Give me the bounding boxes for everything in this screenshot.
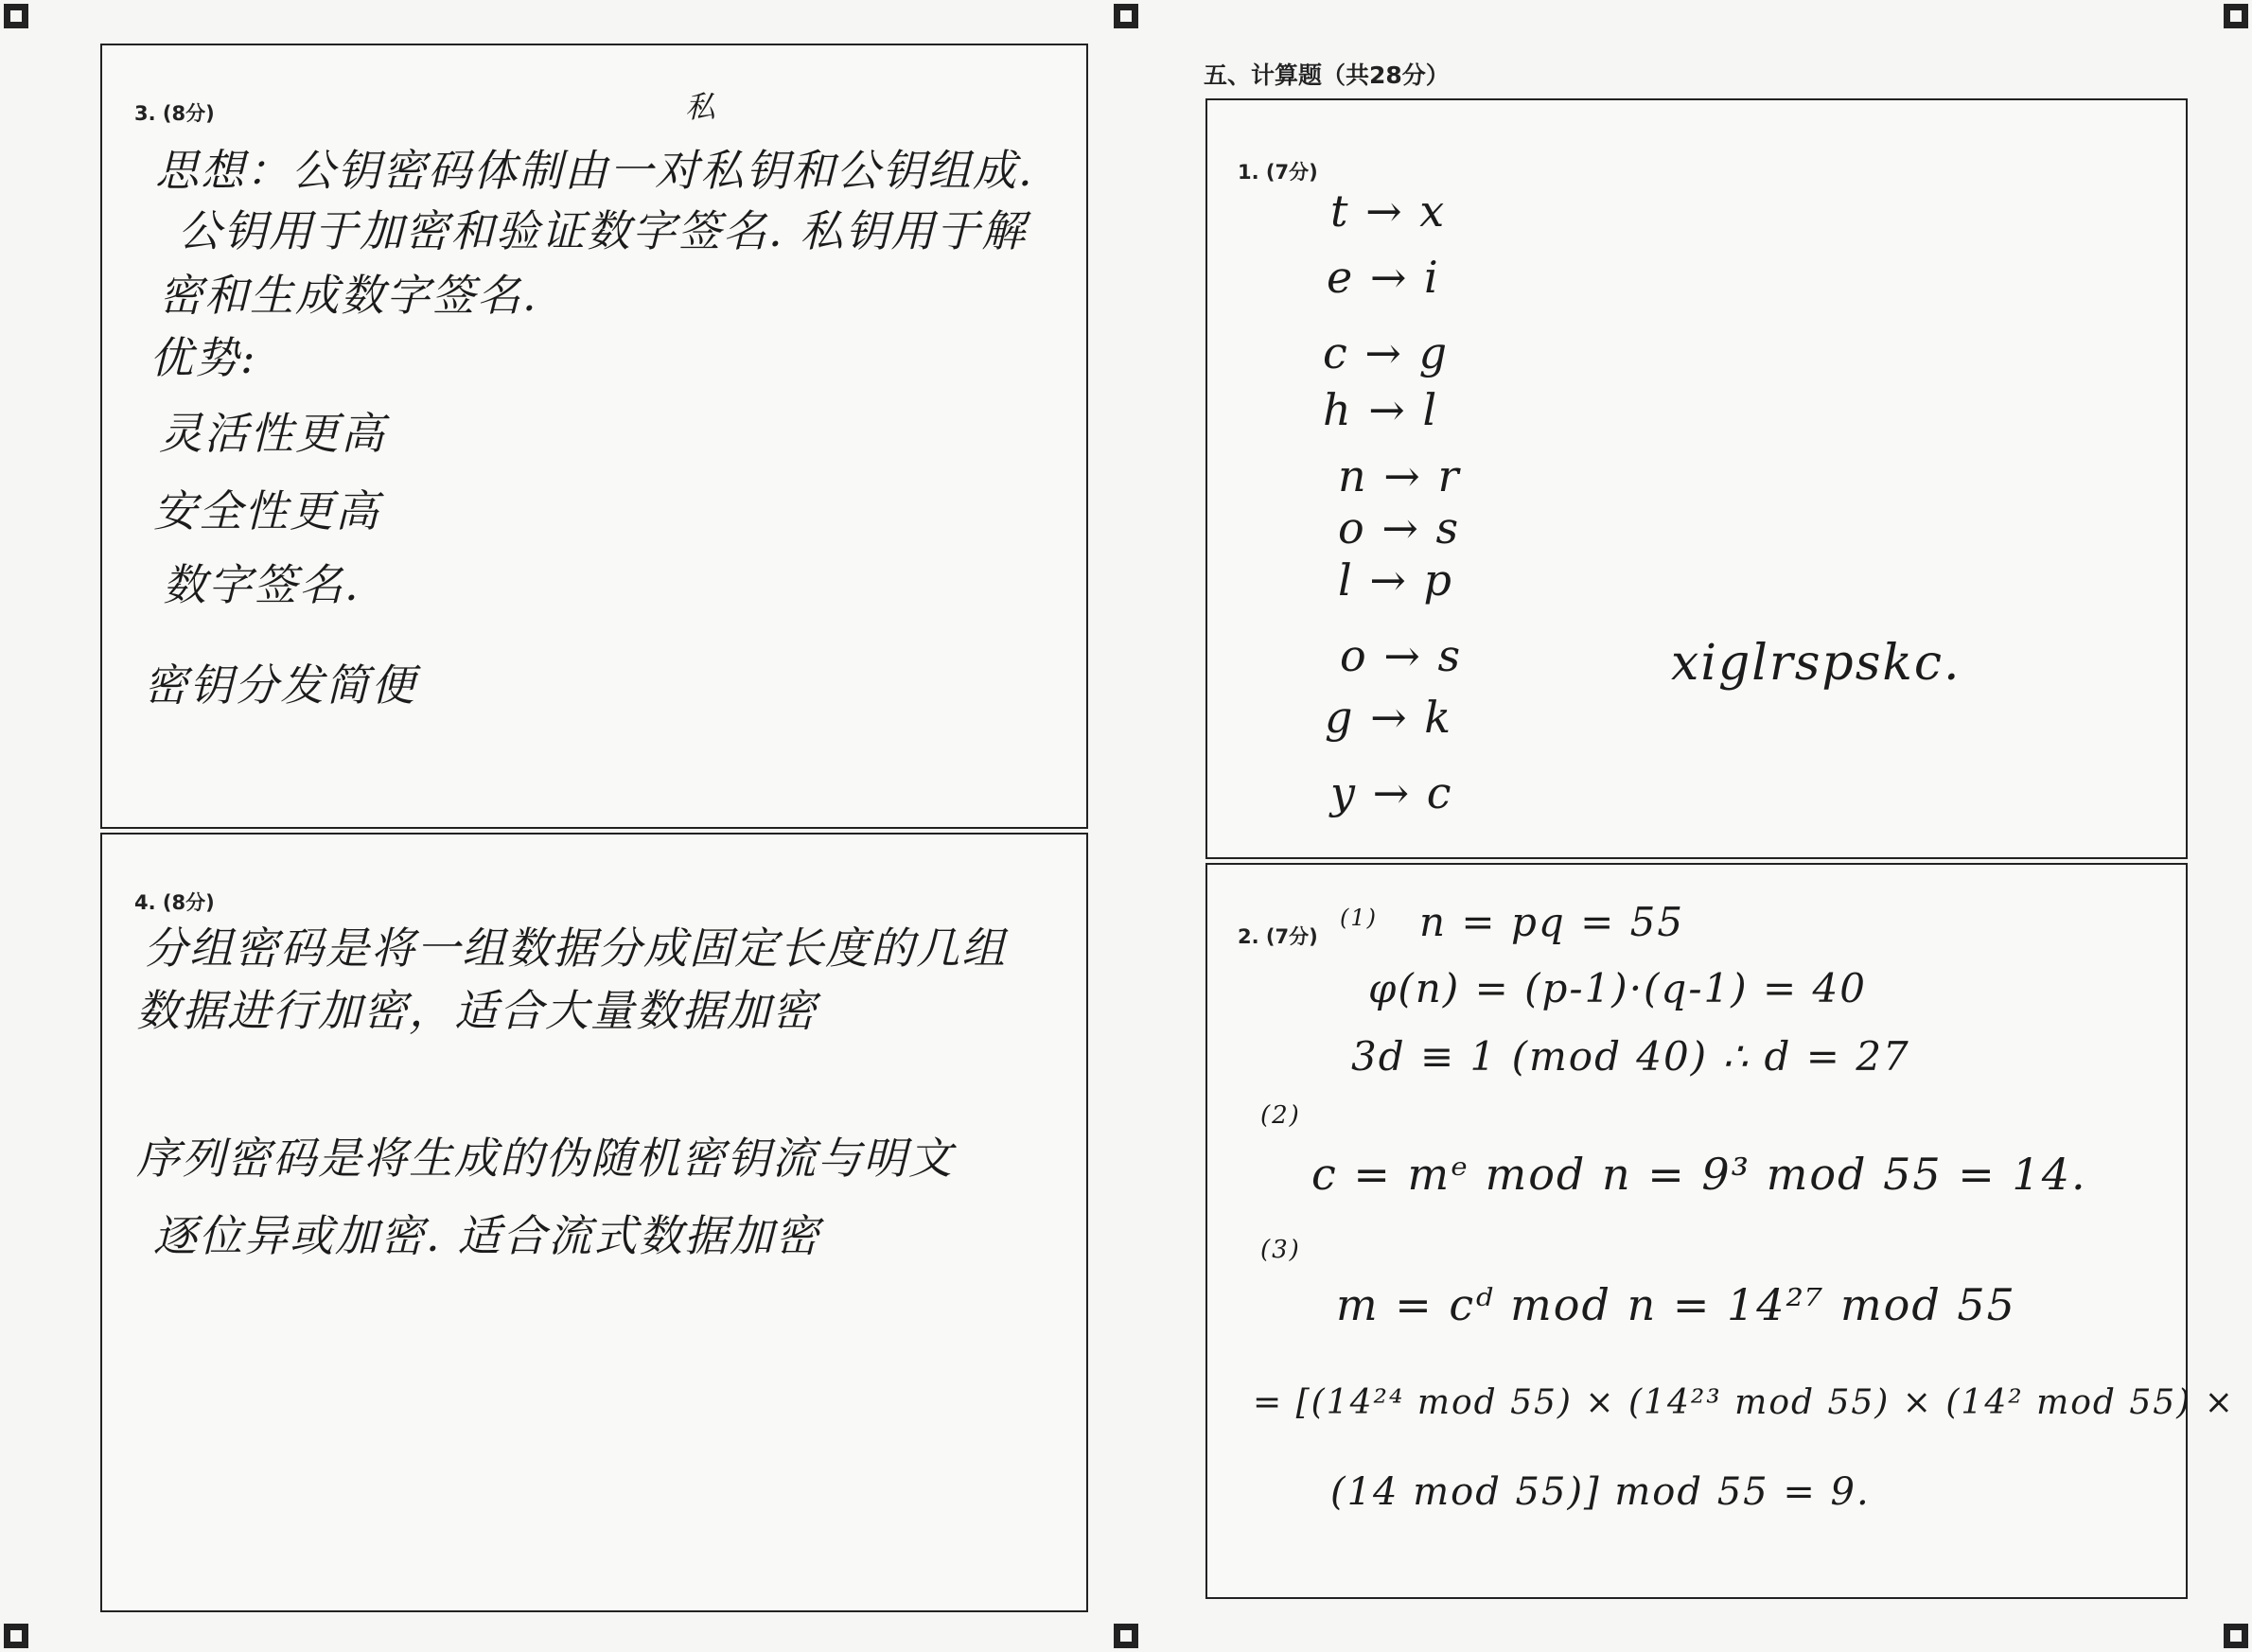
corner-marker-bottom-left — [4, 1624, 28, 1648]
mapping-to: s — [1435, 502, 1461, 554]
q2-part1-line-1: n = pq = 55 — [1419, 899, 1685, 945]
arrow-icon: → — [1353, 554, 1424, 606]
q4-line-3: 序列密码是将生成的伪随机密钥流与明文 — [136, 1133, 954, 1184]
corner-marker-bottom-center — [1114, 1624, 1138, 1648]
q4-line-2: 数据进行加密，适合大量数据加密 — [136, 985, 818, 1036]
q3-label: 3. (8分) — [134, 102, 215, 125]
q3-line-1: 思想：公钥密码体制由一对私钥和公钥组成. — [155, 145, 1034, 196]
q2-part1-line-2: φ(n) = (p-1)·(q-1) = 40 — [1368, 965, 1867, 1011]
mapping-from: l — [1338, 554, 1354, 606]
mapping-to: l — [1422, 384, 1439, 435]
q2-part3-line-3: (14 mod 55)] mod 55 = 9. — [1330, 1470, 1871, 1514]
mapping-to: r — [1437, 450, 1461, 501]
arrow-icon: → — [1367, 450, 1438, 501]
mapping-row — [1323, 327, 1449, 378]
mapping-row — [1330, 185, 1446, 237]
corner-marker-top-right — [2224, 4, 2248, 28]
q2-part3-tag: (3) — [1260, 1236, 1301, 1264]
mapping-from: y — [1330, 767, 1357, 818]
q3-line-3: 密和生成数字签名. — [159, 270, 538, 321]
mapping-from: h — [1323, 384, 1353, 435]
q2-answer-box — [1205, 863, 2235, 1599]
q3-line-4: 优势: — [150, 332, 257, 383]
q2-part1-line-3: 3d ≡ 1 (mod 40) ∴ d = 27 — [1351, 1033, 1910, 1080]
arrow-icon: → — [1352, 384, 1423, 435]
q4-label: 4. (8分) — [134, 891, 215, 914]
mapping-row — [1330, 767, 1453, 818]
mapping-to: k — [1424, 692, 1453, 743]
q3-line-8: 密钥分发简便 — [144, 659, 416, 711]
corner-marker-top-left — [4, 4, 28, 28]
mapping-to: i — [1424, 252, 1440, 303]
q2-part2-tag: (2) — [1260, 1101, 1301, 1130]
mapping-from: c — [1323, 327, 1349, 378]
q3-line-6: 安全性更高 — [153, 485, 380, 536]
q2-label: 2. (7分) — [1238, 925, 1318, 948]
q3-answer-box — [100, 44, 1088, 829]
mapping-row — [1338, 554, 1453, 606]
mapping-from: o — [1338, 502, 1366, 554]
mapping-row — [1323, 384, 1438, 435]
mapping-row — [1325, 692, 1452, 743]
q2-part3-line-1: m = cᵈ mod n = 14²⁷ mod 55 — [1336, 1279, 2016, 1330]
q1-answer-box — [1205, 98, 2188, 859]
q1-result: xiglrspskc. — [1671, 635, 1962, 692]
q3-line-5: 灵活性更高 — [159, 408, 386, 459]
q1-label: 1. (7分) — [1238, 161, 1318, 184]
corner-marker-top-center — [1114, 4, 1138, 28]
q2-part1-tag: (1) — [1340, 905, 1378, 931]
q4-answer-box — [100, 833, 1088, 1612]
q2-part3-line-2: = [(14²⁴ mod 55) × (14²³ mod 55) × (14² mod 55) × — [1253, 1383, 2235, 1422]
q2-part2-line: c = mᵉ mod n = 9³ mod 55 = 14. — [1311, 1149, 2087, 1200]
arrow-icon: → — [1354, 252, 1425, 303]
q3-line-2: 公钥用于加密和验证数字签名. 私钥用于解 — [178, 205, 1028, 256]
arrow-icon: → — [1349, 185, 1420, 237]
q4-line-1: 分组密码是将一组数据分成固定长度的几组 — [144, 923, 1007, 974]
mapping-row — [1338, 450, 1460, 501]
mapping-to: s — [1437, 630, 1463, 681]
q3-line-7: 数字签名. — [163, 559, 361, 610]
mapping-row — [1327, 252, 1440, 303]
q3-insert-mark: 私 — [685, 89, 718, 125]
mapping-row — [1338, 502, 1460, 554]
mapping-to: p — [1423, 554, 1453, 606]
arrow-icon: → — [1354, 692, 1425, 743]
mapping-from: g — [1325, 692, 1355, 743]
mapping-to: c — [1426, 767, 1453, 818]
section-title: 五、计算题（共28分） — [1204, 62, 1450, 89]
mapping-to: g — [1418, 327, 1450, 378]
mapping-from: o — [1340, 630, 1368, 681]
mapping-from: n — [1338, 450, 1368, 501]
corner-marker-bottom-right — [2224, 1624, 2248, 1648]
q4-line-4: 逐位异或加密. 适合流式数据加密 — [153, 1210, 821, 1261]
arrow-icon: → — [1357, 767, 1427, 818]
mapping-row — [1340, 630, 1462, 681]
arrow-icon: → — [1365, 502, 1436, 554]
mapping-to: x — [1419, 185, 1447, 237]
arrow-icon: → — [1367, 630, 1438, 681]
arrow-icon: → — [1348, 327, 1419, 378]
mapping-from: e — [1327, 252, 1355, 303]
mapping-from: t — [1330, 185, 1350, 237]
